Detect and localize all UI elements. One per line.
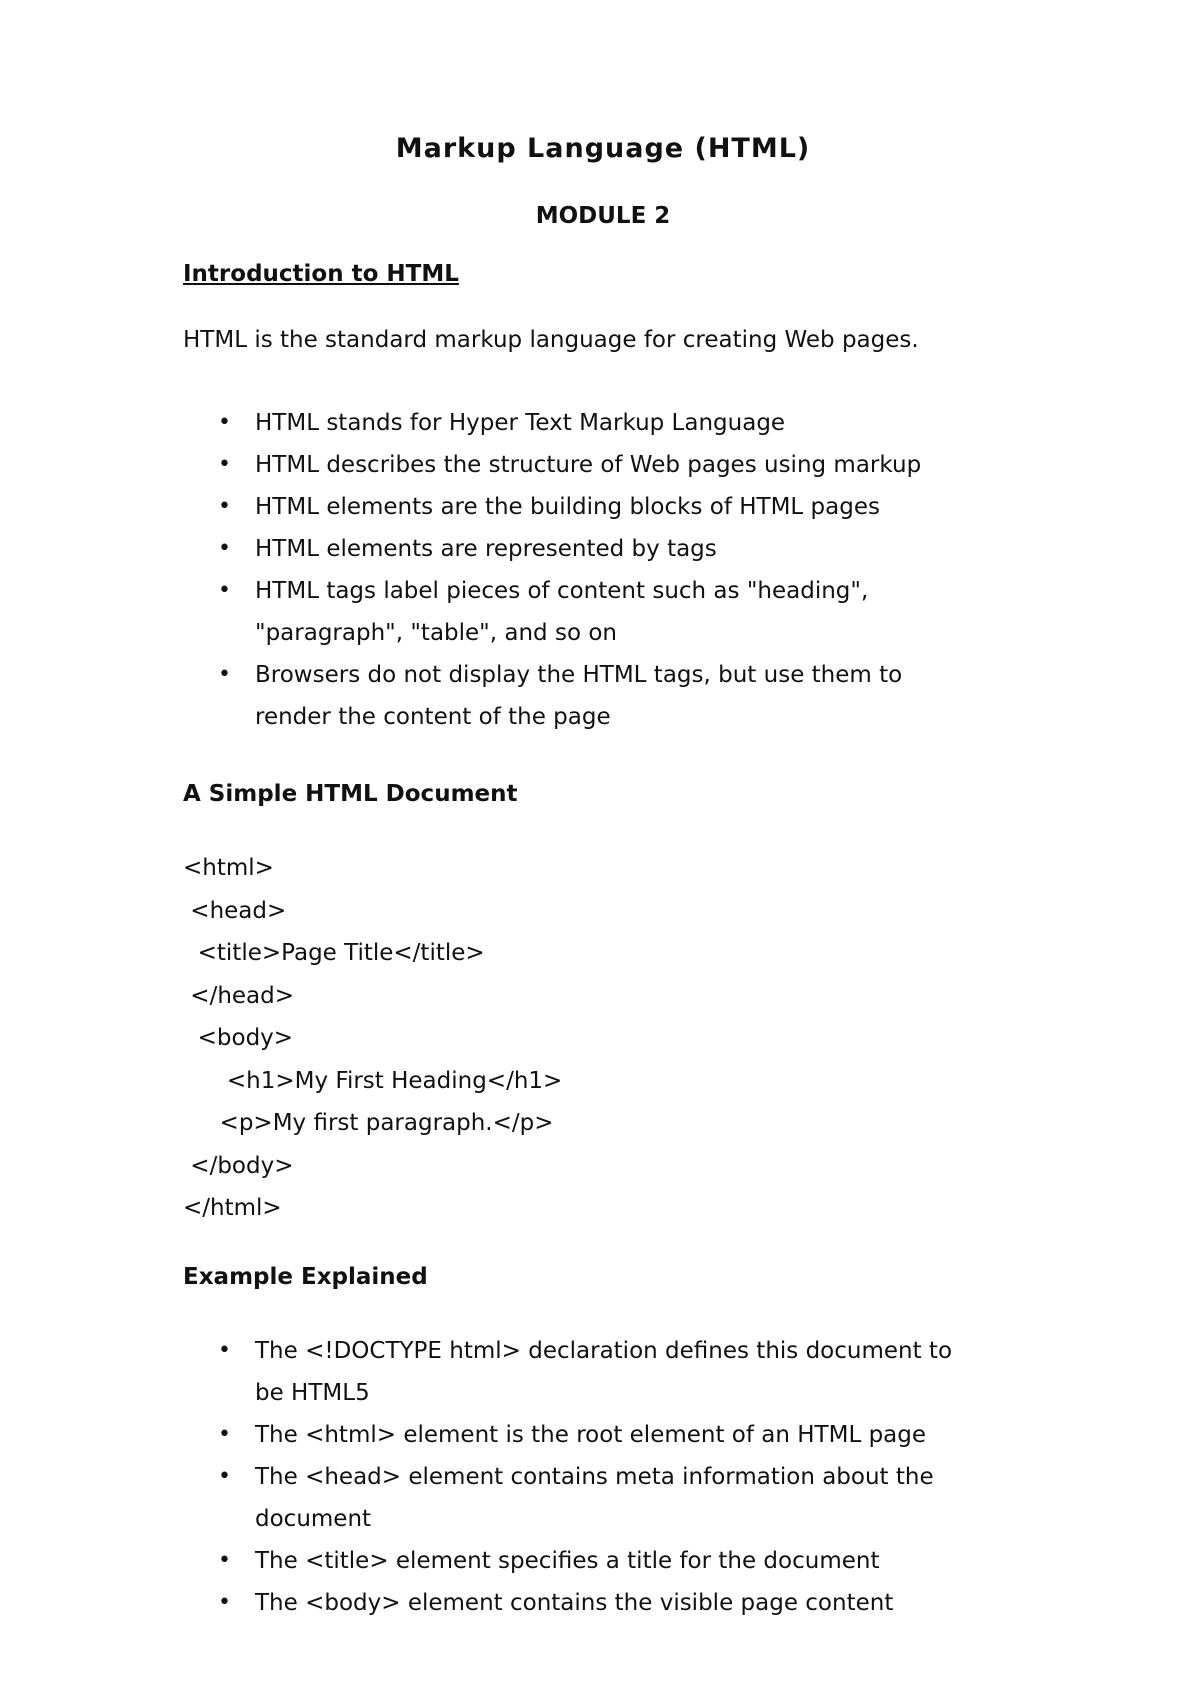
- bullet-icon: •: [218, 1590, 231, 1615]
- code-line: <head>: [183, 897, 287, 924]
- explained-heading: Example Explained: [183, 1264, 428, 1290]
- bullet-item: [183, 654, 1023, 738]
- bullet-text: be HTML5: [255, 1380, 370, 1406]
- bullet-item: [183, 444, 1023, 486]
- bullet-text: HTML elements are the building blocks of HTML pages: [255, 494, 880, 520]
- bullet-item: [183, 1582, 1023, 1624]
- bullet-item: [183, 486, 1023, 528]
- bullet-icon: •: [218, 1464, 231, 1489]
- bullet-item: [183, 528, 1023, 570]
- bullet-text: HTML tags label pieces of content such as "heading",: [255, 578, 869, 604]
- intro-heading: Introduction to HTML: [183, 261, 459, 287]
- bullet-item: [183, 1414, 1023, 1456]
- bullet-item: [183, 570, 1023, 654]
- bullet-icon: •: [218, 494, 231, 519]
- module-label: MODULE 2: [535, 203, 671, 229]
- code-line: </html>: [183, 1195, 282, 1221]
- code-line: <h1>My First Heading</h1>: [183, 1067, 563, 1094]
- bullet-icon: •: [218, 1338, 231, 1363]
- intro-bullet-list: [183, 402, 1023, 738]
- bullet-text: The <head> element contains meta information about the: [255, 1464, 934, 1490]
- bullet-icon: •: [218, 1422, 231, 1447]
- code-line: </head>: [183, 982, 295, 1009]
- bullet-item: [183, 402, 1023, 444]
- bullet-text: "paragraph", "table", and so on: [255, 620, 617, 646]
- bullet-text: Browsers do not display the HTML tags, but use them to: [255, 662, 903, 688]
- bullet-text: render the content of the page: [255, 704, 611, 730]
- bullet-text: document: [255, 1506, 372, 1532]
- bullet-text: The <html> element is the root element of an HTML page: [255, 1422, 927, 1448]
- bullet-icon: •: [218, 662, 231, 687]
- explained-bullet-list: [183, 1330, 1023, 1624]
- bullet-icon: •: [218, 578, 231, 603]
- bullet-item: [183, 1456, 1023, 1540]
- bullet-text: The <!DOCTYPE html> declaration defines this document to: [255, 1338, 953, 1364]
- bullet-icon: •: [218, 452, 231, 477]
- bullet-text: HTML stands for Hyper Text Markup Language: [255, 410, 786, 436]
- code-line: <title>Page Title</title>: [183, 940, 485, 966]
- code-line: <html>: [183, 855, 274, 881]
- bullet-text: The <title> element specifies a title for the document: [255, 1548, 880, 1574]
- bullet-item: [183, 1540, 1023, 1582]
- bullet-icon: •: [218, 410, 231, 435]
- code-example: [183, 847, 562, 1230]
- simple-doc-heading: A Simple HTML Document: [183, 781, 518, 807]
- bullet-item: [183, 1330, 1023, 1414]
- code-line: <p>My first paragraph.</p>: [183, 1110, 554, 1136]
- code-line: </body>: [183, 1152, 294, 1179]
- bullet-icon: •: [218, 1548, 231, 1573]
- bullet-icon: •: [218, 536, 231, 561]
- code-line: <body>: [183, 1025, 294, 1051]
- bullet-text: HTML elements are represented by tags: [255, 536, 717, 562]
- bullet-text: HTML describes the structure of Web pages using markup: [255, 452, 922, 478]
- intro-paragraph: HTML is the standard markup language for creating Web pages.: [183, 327, 919, 353]
- bullet-text: The <body> element contains the visible page content: [255, 1590, 894, 1616]
- document-title: Markup Language (HTML): [395, 133, 811, 164]
